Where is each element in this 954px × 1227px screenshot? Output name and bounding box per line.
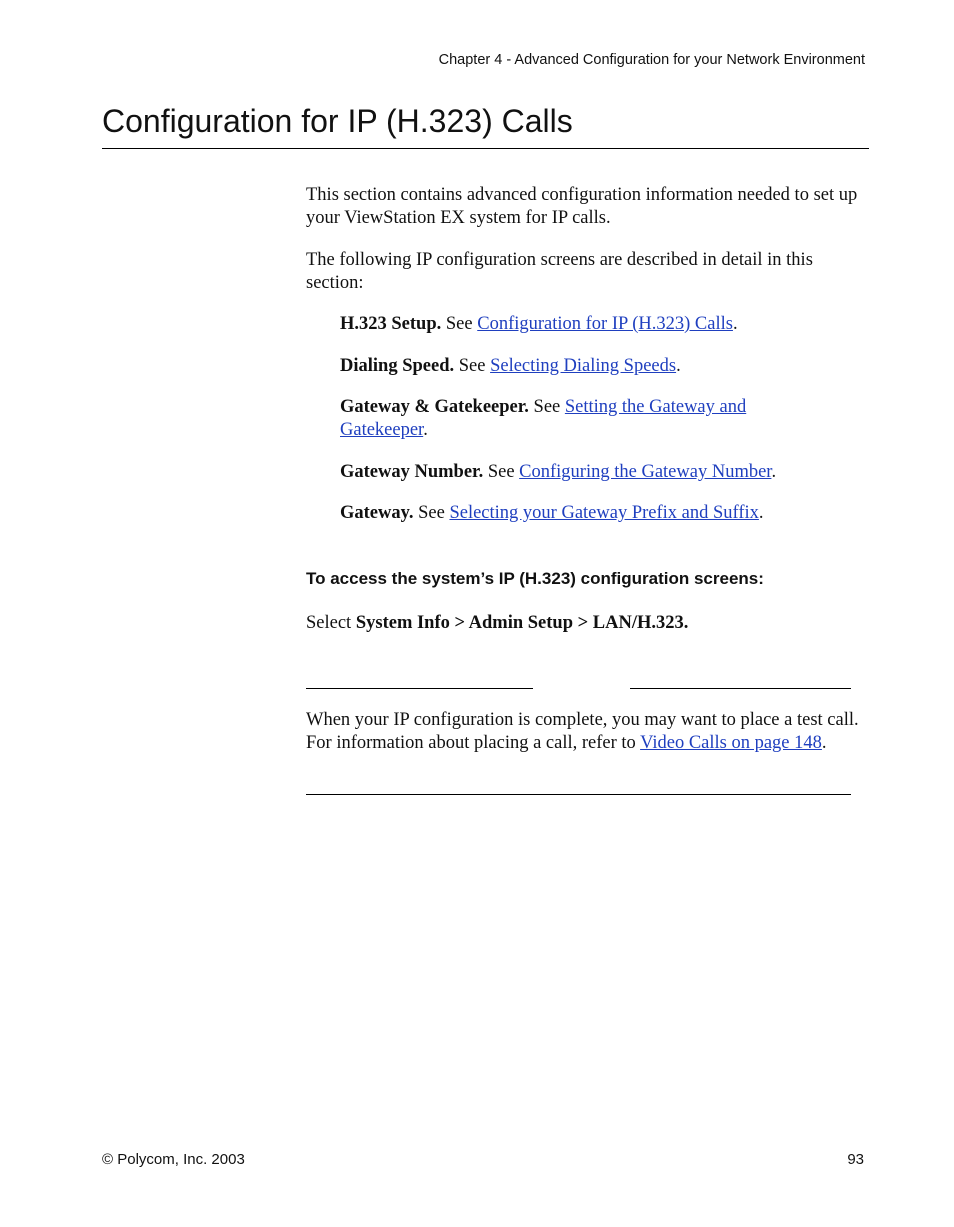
item-term: Gateway Number. xyxy=(340,462,484,482)
page-title: Configuration for IP (H.323) Calls xyxy=(102,103,573,139)
menu-path: System Info > Admin Setup > LAN/H.323. xyxy=(355,613,689,633)
note-rule-right xyxy=(630,688,851,689)
procedure-step xyxy=(306,612,688,635)
link-gateway-gatekeeper[interactable]: Setting the Gateway and Gatekeeper xyxy=(340,397,747,440)
list-item xyxy=(340,313,860,336)
link-gateway-prefix-suffix[interactable]: Selecting your Gateway Prefix and Suffix xyxy=(449,503,759,523)
item-term: Gateway & Gatekeeper. xyxy=(340,397,529,417)
item-see: See xyxy=(441,314,478,334)
item-see: See xyxy=(454,356,491,376)
item-period: . xyxy=(732,314,738,334)
item-period: . xyxy=(423,419,428,440)
page-number: 93 xyxy=(847,1151,864,1168)
list-item xyxy=(340,461,860,484)
link-dialing-speeds[interactable]: Selecting Dialing Speeds xyxy=(490,356,677,376)
note-period: . xyxy=(821,732,827,753)
note-rule-bottom xyxy=(306,794,851,795)
item-term: Gateway. xyxy=(340,503,414,523)
note-body: When your IP configuration is complete, you may want to place a test call. For information about placing a call, refer to xyxy=(306,710,859,753)
item-see: See xyxy=(483,462,520,482)
link-h323-setup[interactable]: Configuration for IP (H.323) Calls xyxy=(477,314,733,334)
list-item xyxy=(340,502,860,525)
item-period: . xyxy=(771,462,777,482)
running-header: Chapter 4 - Advanced Configuration for your Network Environment xyxy=(438,52,865,68)
link-video-calls[interactable]: Video Calls on page 148 xyxy=(640,732,822,753)
list-item xyxy=(340,355,860,378)
intro-paragraph: This section contains advanced configuration information needed to set up your ViewStation EX system for IP calls. xyxy=(306,185,858,228)
intro-paragraph: The following IP configuration screens are described in detail in this section: xyxy=(306,250,813,293)
procedure-heading: To access the system’s IP (H.323) configuration screens: xyxy=(306,569,764,588)
title-rule xyxy=(102,148,869,149)
item-term: Dialing Speed. xyxy=(340,356,455,376)
item-term: H.323 Setup. xyxy=(340,314,442,334)
item-period: . xyxy=(676,356,681,376)
item-see: See xyxy=(413,503,450,523)
note-rule-left xyxy=(306,688,533,689)
list-item xyxy=(340,396,810,441)
item-see: See xyxy=(528,397,565,417)
link-gateway-number[interactable]: Configuring the Gateway Number xyxy=(519,462,772,482)
item-period: . xyxy=(758,503,764,523)
footer-copyright: © Polycom, Inc. 2003 xyxy=(102,1151,245,1168)
step-prefix: Select xyxy=(306,613,356,633)
note-text xyxy=(306,709,871,754)
